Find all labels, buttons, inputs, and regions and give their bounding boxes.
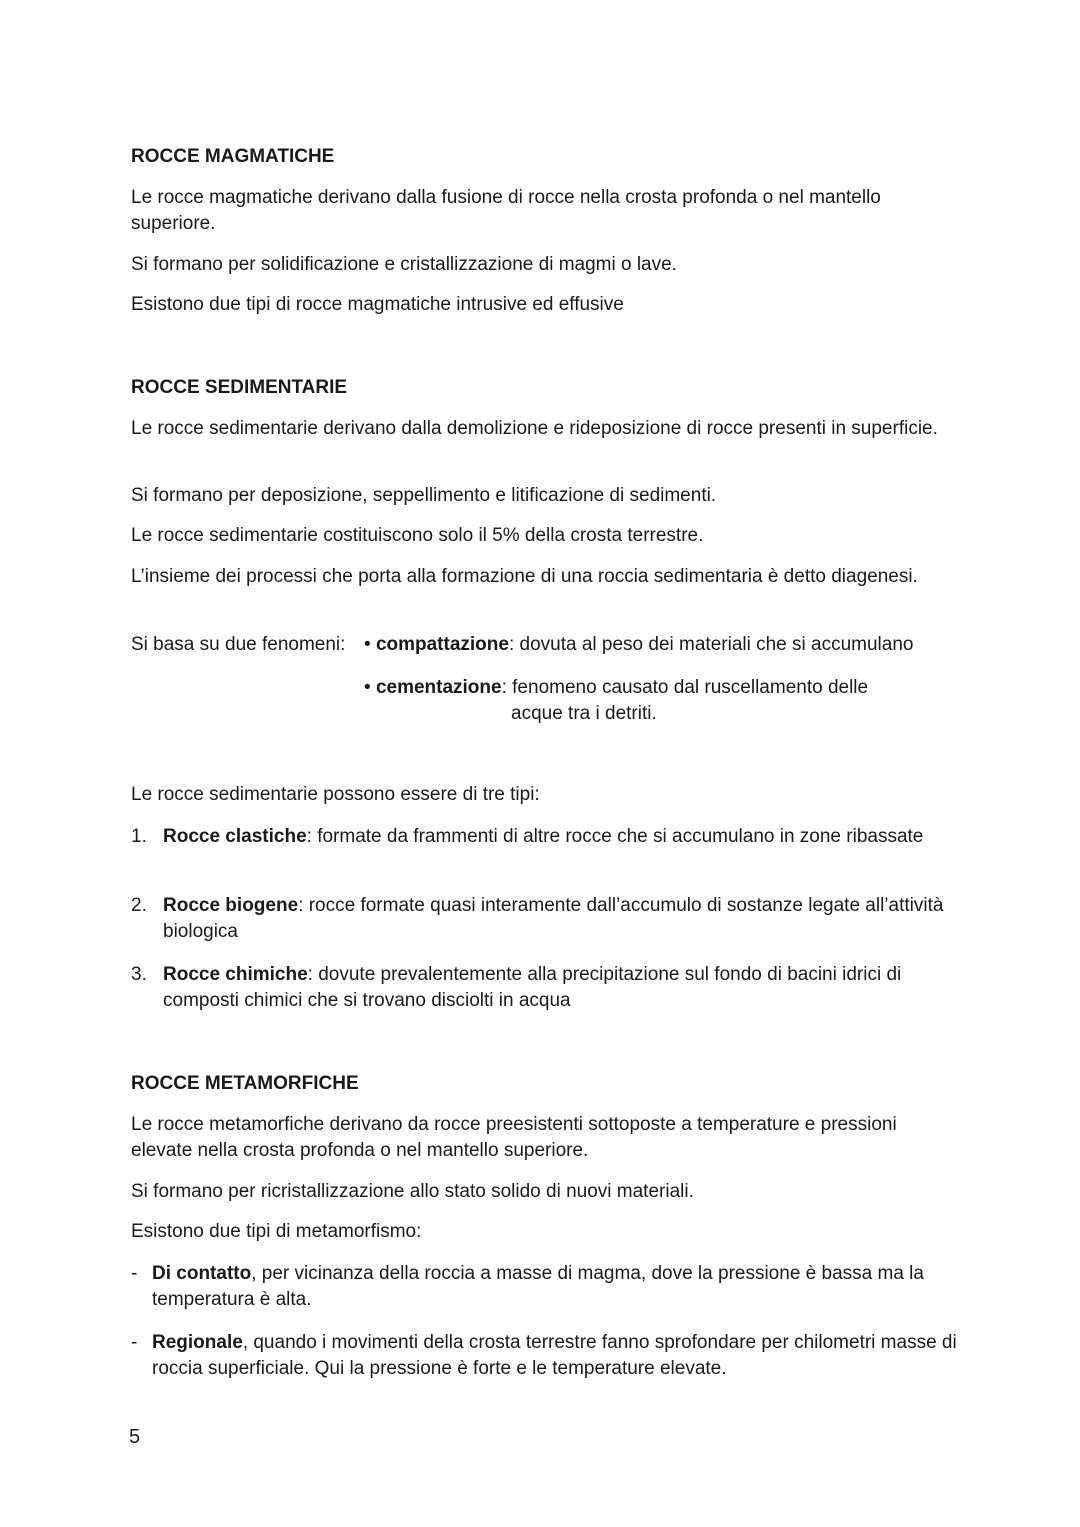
fenomeno-term: cementazione <box>375 677 502 698</box>
page-number: 5 <box>129 1426 141 1448</box>
dash-icon: - <box>131 1263 138 1284</box>
sedimentarie-paragraph-2: Si formano per deposizione, seppellimento e litificazione di sedimenti. <box>131 485 717 506</box>
fenomeno-term: compattazione <box>375 634 509 655</box>
list-desc: : formate da frammenti di altre rocce che si accumulano in zone ribassate <box>306 826 924 847</box>
list-term: Rocce biogene <box>163 895 299 916</box>
dash-desc: , quando i movimenti della crosta terrestre fanno sprofondare per chilometri masse di roccia superficiale. Qui la pressione è forte e le temperature elevate. <box>152 1332 957 1379</box>
list-item <box>131 893 961 945</box>
list-number: 3. <box>131 964 147 985</box>
list-item <box>131 962 961 1014</box>
section-title-magmatiche: ROCCE MAGMATICHE <box>131 146 335 167</box>
list-number: 1. <box>131 826 147 847</box>
dash-icon: - <box>131 1332 138 1353</box>
fenomeno-desc-continued: acque tra i detriti. <box>511 703 657 724</box>
fenomeno-desc: : fenomeno causato dal ruscellamento delle <box>501 677 869 698</box>
dash-term: Di contatto <box>152 1263 252 1284</box>
magmatiche-paragraph-2: Si formano per solidificazione e cristallizzazione di magmi o lave. <box>131 254 677 275</box>
dash-list-item <box>131 1261 961 1313</box>
dash-desc: , per vicinanza della roccia a masse di magma, dove la pressione è bassa ma la temperatura è alta. <box>152 1263 924 1310</box>
section-title-sedimentarie: ROCCE SEDIMENTARIE <box>131 377 348 398</box>
fenomeno-item <box>364 632 964 658</box>
list-desc: : dovute prevalentemente alla precipitazione sul fondo di bacini idrici di composti chimici che si trovano disciolti in acqua <box>163 964 902 1011</box>
sedimentarie-paragraph-1: Le rocce sedimentarie derivano dalla demolizione e rideposizione di rocce presenti in superficie. <box>131 418 938 439</box>
dash-term: Regionale <box>152 1332 243 1353</box>
fenomeno-desc: : dovuta al peso dei materiali che si accumulano <box>508 634 914 655</box>
list-term: Rocce chimiche <box>163 964 308 985</box>
sedimentarie-paragraph-3: Le rocce sedimentarie costituiscono solo il 5% della crosta terrestre. <box>131 525 704 546</box>
dash-list-item <box>131 1330 961 1382</box>
magmatiche-paragraph-3: Esistono due tipi di rocce magmatiche intrusive ed effusive <box>131 294 624 315</box>
list-desc: : rocce formate quasi interamente dall’accumulo di sostanze legate all’attività biologica <box>163 895 944 942</box>
list-term: Rocce clastiche <box>163 826 307 847</box>
metamorfiche-paragraph-3: Esistono due tipi di metamorfismo: <box>131 1221 422 1242</box>
tipi-intro: Le rocce sedimentarie possono essere di tre tipi: <box>131 784 540 805</box>
sedimentarie-paragraph-4: L’insieme dei processi che porta alla formazione di una roccia sedimentaria è detto diagenesi. <box>131 566 918 587</box>
bullet-icon: • <box>364 634 371 655</box>
list-item <box>131 824 961 850</box>
bullet-icon: • <box>364 677 371 698</box>
metamorfiche-paragraph-1: Le rocce metamorfiche derivano da rocce preesistenti sottoposte a temperature e pressioni elevate nella crosta profonda o nel mantello superiore. <box>131 1114 897 1161</box>
fenomeno-item <box>364 675 964 727</box>
metamorfiche-paragraph-2: Si formano per ricristallizzazione allo stato solido di nuovi materiali. <box>131 1181 694 1202</box>
section-title-metamorfiche: ROCCE METAMORFICHE <box>131 1073 359 1094</box>
magmatiche-paragraph-1: Le rocce magmatiche derivano dalla fusione di rocce nella crosta profonda o nel mantello superiore. <box>131 187 881 234</box>
list-number: 2. <box>131 895 147 916</box>
fenomeni-intro: Si basa su due fenomeni: <box>131 634 346 655</box>
